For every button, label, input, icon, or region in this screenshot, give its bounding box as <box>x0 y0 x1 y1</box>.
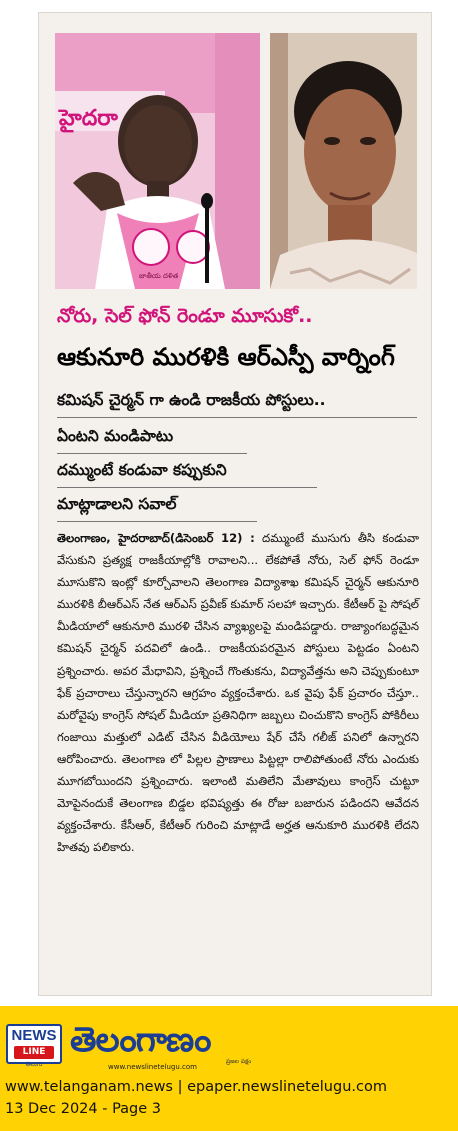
subhead-4: మాట్లాడాలని సవాల్ <box>57 495 257 522</box>
photo-strip <box>55 33 417 289</box>
epaper-footer <box>0 1006 458 1131</box>
subhead-1: కమిషన్ చైర్మన్ గా ఉండి రాజకీయ పోస్టులు.. <box>57 391 417 418</box>
brand-url: www.newslinetelugu.com <box>108 1063 197 1071</box>
kicker-line: నోరు, సెల్ ఫోన్ రెండూ మూసుకో.. <box>57 305 313 327</box>
dateline: తెలంగాణం, హైదరాబాద్(డిసెంబర్ 12) : <box>57 531 255 545</box>
logo-news-text: NEWS <box>11 1027 57 1044</box>
speaker-photo <box>55 33 260 289</box>
newsline-logo <box>6 1024 62 1068</box>
portrait-photo <box>270 33 417 289</box>
footer-date-page: 13 Dec 2024 - Page 3 <box>5 1101 162 1117</box>
footer-sites: www.telanganam.news | epaper.newslinetelugu.com <box>5 1079 387 1095</box>
badge-text: జాతీయ దళిత <box>139 272 179 280</box>
backdrop-text: హైదరా <box>59 106 118 131</box>
telanganam-brand: తెలంగాణం <box>70 1020 211 1060</box>
logo-telugu-text: తెలుగు <box>25 1061 43 1068</box>
subhead-3: దమ్ముంటే కండువా కప్పుకుని <box>57 461 317 488</box>
logo-line-text: LINE <box>14 1046 54 1059</box>
article-body <box>57 527 419 858</box>
brand-tagline: ప్రజల పక్షం <box>226 1058 252 1065</box>
body-text: దమ్ముంటే ముసుగు తీసి కండువా వేసుకుని ప్రత్యక్ష రాజకీయాల్లోకి రావాలని... లేకపోతే నోరు, సెల్ ఫోన్ రెండూ మూసుకొని ఇంట్లో కూర్చోవాలని తెలంగాణ విద్యాశాఖ కమిషన్ చైర్మన్ ఆకునూరి మురళికి బీఆర్ఎస్ నేత ఆర్ఎస్ ప్రవీణ్ కుమార్ సలహా ఇచ్చారు. కేటీఆర్ పై సోషల్ మీడియాలో ఆకునూరి మురళి చేసిన వ్యాఖ్యలపై మండిపడ్డారు. రాజ్యాంగబద్ధమైన కమిషన్ చైర్మన్ పదవిలో ఉండి.. రాజకీయపరమైన పోస్టులు పెట్టడం ఏంటని ప్రశ్నించారు. అపర మేధావిని, ప్రశ్నించే గొంతుకను, విద్యావేత్తను అని చెప్పుకుంటూ ఫేక్ ప్రచారాలు చేస్తున్నారని ఆగ్రహం వ్యక్తంచేశారు. ఒక వైపు ఫేక్ ప్రచారం చేస్తూ.. మరోవైపు కాంగ్రెస్ సోషల్ మీడియా ప్రతినిధిగా జబ్బలు చించుకొని కాంగ్రెస్ పోకిరీలు గంజాయి మత్తులో ఎడిట్ చేసిన వీడియోలు షేర్ చేసే గలీజ్ పనిలో ఉన్నారని ఆరోపించారు. తెలంగాణ లో పిల్లల ప్రాణాలు పిట్టల్లా రాలిపోతుంటే నోరు ఎందుకు మూగబోయిందని ప్రశ్నించారు. ఇలాంటి మతిలేని మేతావులు కాంగ్రెస్ చుట్టూ మోపైనందుకే తెలంగాణ బిడ్డల భవిష్యత్తు ఈ రోజు బజారున పడిందని ఆవేదన వ్యక్తంచేశారు. కేసీఆర్, కేటీఆర్ గురించి మాట్లాడే అర్హత ఆనుకూరి మురళికి లేదని హితవు పలికారు. <box>57 531 420 855</box>
headline: ఆకునూరి మురళికి ఆర్ఎస్పీ వార్నింగ్ <box>57 343 395 371</box>
subhead-2: ఏంటని మండిపాటు <box>57 427 247 454</box>
news-clipping <box>38 12 432 996</box>
